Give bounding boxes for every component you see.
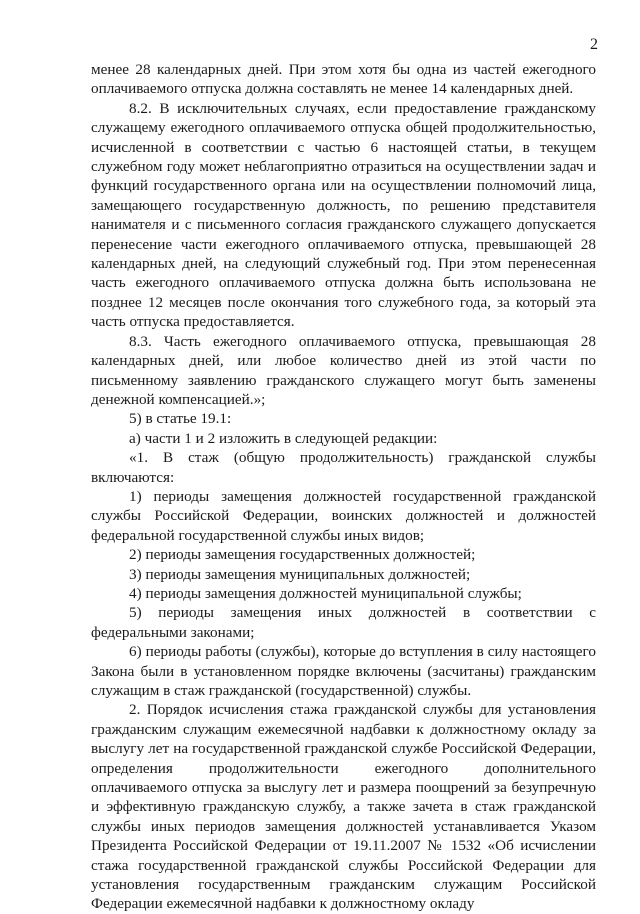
list-item-3: 3) периоды замещения муниципальных должностей; bbox=[129, 565, 471, 583]
list-item-2: 2) периоды замещения государственных должностей; bbox=[129, 546, 476, 564]
paragraph-item-a: а) части 1 и 2 изложить в следующей редакции: bbox=[129, 429, 438, 447]
paragraph-part-1: «1. В стаж (общую продолжительность) гражданской службы включаются: bbox=[91, 449, 596, 486]
list-item-4: 4) периоды замещения должностей муниципальной службы; bbox=[129, 584, 522, 602]
paragraph-8-2: 8.2. В исключительных случаях, если предоставление гражданскому служащему ежегодного оплачиваемого отпуска общей продолжительностью, исчисленной в соответствии с частью 6 настоящей статьи, в текущем служебном году может неблагоприятно отразиться на осуществлении задач и функций государственного органа или на осуществлении полномочий лица, замещающего государственную должность, по решению представителя нанимателя и с письменного согласия гражданского служащего допускается перенесение части ежегодного оплачиваемого отпуска, превышающей 28 календарных дней, на следующий служебный год. При этом перенесенная часть ежегодного оплачиваемого отпуска должна быть использована не позднее 12 месяцев после окончания того служебного года, за который эта часть отпуска предоставляется. bbox=[91, 99, 596, 331]
paragraph-continuation: менее 28 календарных дней. При этом хотя бы одна из частей ежегодного оплачиваемого отпуска должна составлять не менее 14 календарных дней. bbox=[91, 61, 596, 98]
paragraph-8-3: 8.3. Часть ежегодного оплачиваемого отпуска, превышающая 28 календарных дней, или любое количество дней из этой части по письменному заявлению гражданского служащего могут быть заменены денежной компенсацией.»; bbox=[91, 332, 596, 408]
list-item-1: 1) периоды замещения должностей государственной гражданской службы Российской Федерации, воинских должностей и должностей федеральной государственной службы иных видов; bbox=[91, 487, 596, 544]
document-body bbox=[91, 60, 596, 914]
paragraph-item-5: 5) в статье 19.1: bbox=[129, 410, 232, 428]
list-item-5: 5) периоды замещения иных должностей в соответствии с федеральными законами; bbox=[91, 604, 596, 641]
page-number: 2 bbox=[590, 36, 598, 53]
paragraph-part-2: 2. Порядок исчисления стажа гражданской службы для установления гражданским служащим ежемесячной надбавки к должностному окладу за выслугу лет на государственной гражданской службе Российской Федерации, определения продолжительности ежегодного дополнительного оплачиваемого отпуска за выслугу лет и размера поощрений за безупречную и эффективную гражданскую службу, а также зачета в стаж гражданской службы иных периодов замещения должностей устанавливается Указом Президента Российской Федерации от 19.11.2007 № 1532 «Об исчислении стажа государственной гражданской службы Российской Федерации для установления государственным гражданским служащим Российской Федерации ежемесячной надбавки к должностному окладу bbox=[91, 701, 596, 913]
list-item-6: 6) периоды работы (службы), которые до вступления в силу настоящего Закона были в установленном порядке включены (засчитаны) гражданским служащим в стаж гражданской (государственной) службы. bbox=[91, 643, 596, 699]
